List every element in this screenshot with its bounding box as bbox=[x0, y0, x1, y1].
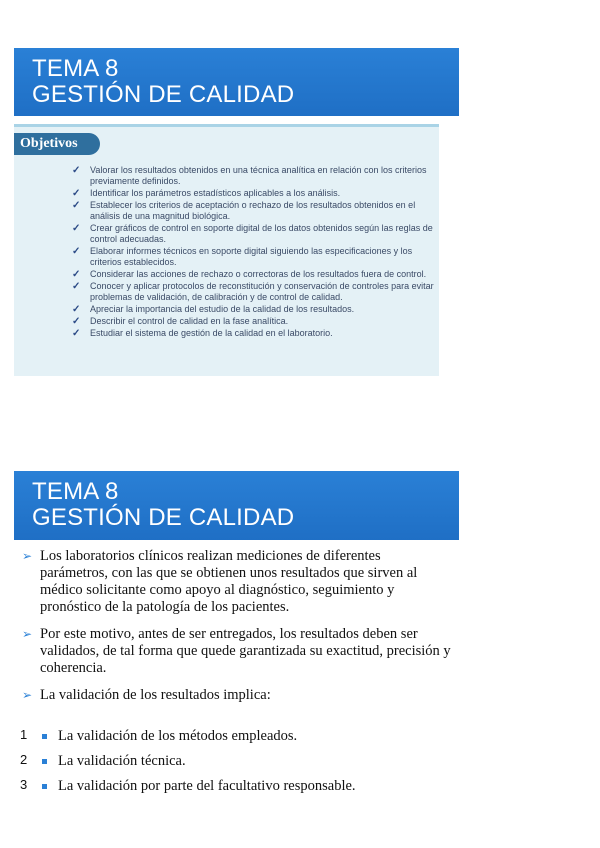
bullet-paragraph: ➢ Por este motivo, antes de ser entregados, los resultados deben ser validados, de tal forma que quede garantizada su exactitud, precisión y coherencia. bbox=[22, 626, 451, 676]
objective-item: ✓ Valorar los resultados obtenidos en una técnica analítica en relación con los criterios previamente definidos. bbox=[72, 165, 427, 186]
item-number: 3 bbox=[20, 777, 28, 792]
arrow-bullet-icon: ➢ bbox=[22, 688, 33, 702]
check-icon: ✓ bbox=[72, 328, 81, 339]
check-icon: ✓ bbox=[72, 200, 81, 211]
objective-item: ✓ Identificar los parámetros estadísticos aplicables a los análisis. bbox=[72, 188, 341, 199]
validation-item bbox=[20, 778, 450, 795]
arrow-bullet-icon: ➢ bbox=[22, 549, 33, 563]
slide1-title-line1: TEMA 8 bbox=[32, 55, 119, 82]
objective-item: ✓ Elaborar informes técnicos en soporte digital siguiendo las especificaciones y los criterios establecidos. bbox=[72, 246, 413, 267]
bullet-paragraph: ➢ La validación de los resultados implica: bbox=[22, 687, 271, 703]
square-bullet-icon bbox=[42, 784, 47, 789]
validation-item bbox=[20, 728, 450, 745]
arrow-bullet-icon: ➢ bbox=[22, 627, 33, 641]
item-number: 1 bbox=[20, 727, 28, 742]
bullet-paragraph: ➢ Los laboratorios clínicos realizan mediciones de diferentes parámetros, con las que se obtienen unos resultados que sirven al médico solicitante como apoyo al diagnóstico, seguimiento y pronóstico de la patología de los pacientes. bbox=[22, 548, 418, 615]
slide2-bullet-list bbox=[22, 548, 452, 714]
slide1-title-line2: GESTIÓN DE CALIDAD bbox=[32, 81, 295, 108]
validation-sub-list bbox=[20, 728, 450, 803]
objective-item: ✓ Considerar las acciones de rechazo o correctoras de los resultados fuera de control. bbox=[72, 269, 427, 280]
objective-item: ✓ Establecer los criterios de aceptación o rechazo de los resultados obtenidos en el análisis de una magnitud biológica. bbox=[72, 200, 416, 221]
objective-item: ✓ Apreciar la importancia del estudio de la calidad de los resultados. bbox=[72, 304, 355, 315]
check-icon: ✓ bbox=[72, 223, 81, 234]
square-bullet-icon bbox=[42, 759, 47, 764]
check-icon: ✓ bbox=[72, 281, 81, 292]
item-text: La validación de los métodos empleados. bbox=[58, 728, 298, 744]
check-icon: ✓ bbox=[72, 304, 81, 315]
objective-item: ✓ Conocer y aplicar protocolos de reconstitución y conservación de controles para evitar problemas de validación, de calibración y de control de calidad. bbox=[72, 281, 434, 302]
objectives-list bbox=[72, 165, 438, 340]
objective-item: ✓ Describir el control de calidad en la fase analítica. bbox=[72, 316, 289, 327]
objectives-heading: Objetivos bbox=[14, 133, 100, 155]
item-number: 2 bbox=[20, 752, 28, 767]
slide2-title-line1: TEMA 8 bbox=[32, 478, 119, 505]
check-icon: ✓ bbox=[72, 269, 81, 280]
objectives-box bbox=[14, 124, 439, 376]
square-bullet-icon bbox=[42, 734, 47, 739]
item-text: La validación por parte del facultativo responsable. bbox=[58, 778, 356, 794]
check-icon: ✓ bbox=[72, 246, 81, 257]
check-icon: ✓ bbox=[72, 316, 81, 327]
validation-item bbox=[20, 753, 450, 770]
slide2-title-banner bbox=[14, 471, 459, 540]
objective-item: ✓ Estudiar el sistema de gestión de la calidad en el laboratorio. bbox=[72, 328, 333, 339]
objective-item: ✓ Crear gráficos de control en soporte digital de los datos obtenidos según las reglas de control adecuadas. bbox=[72, 223, 433, 244]
item-text: La validación técnica. bbox=[58, 753, 186, 769]
slide1-title-banner bbox=[14, 48, 459, 116]
slide2-title-line2: GESTIÓN DE CALIDAD bbox=[32, 504, 295, 531]
check-icon: ✓ bbox=[72, 165, 81, 176]
check-icon: ✓ bbox=[72, 188, 81, 199]
